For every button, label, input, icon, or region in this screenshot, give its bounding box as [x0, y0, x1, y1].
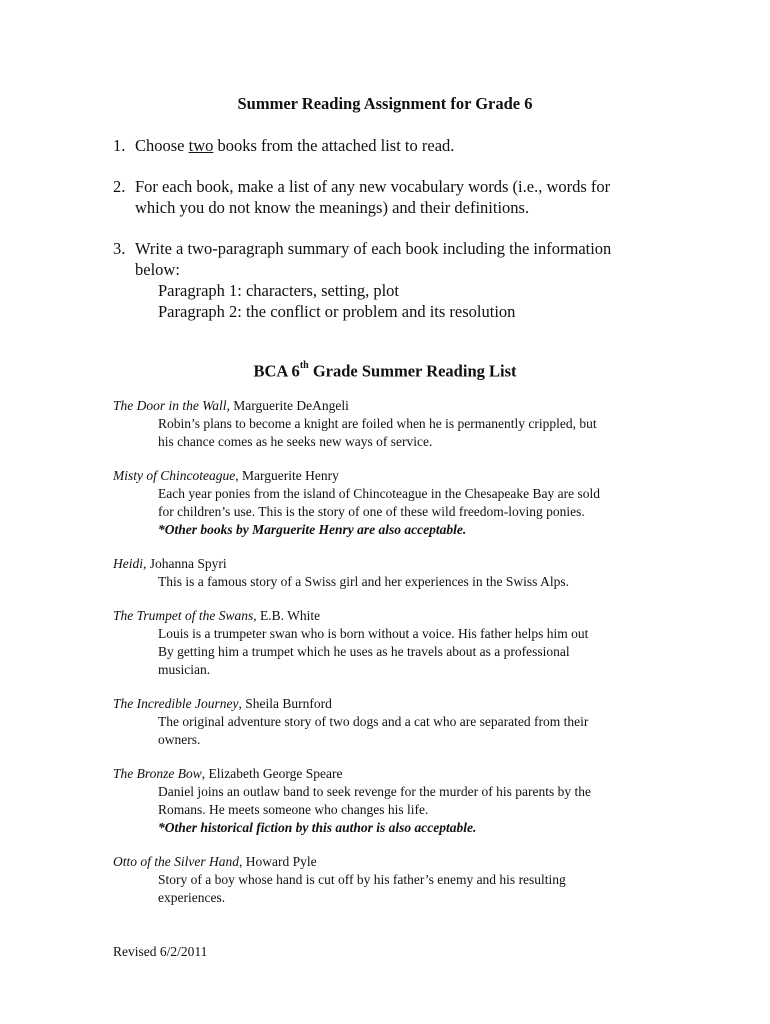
heading-superscript: th	[299, 360, 309, 371]
book-description-line: Robin’s plans to become a knight are foiled when he is permanently crippled, but	[158, 416, 597, 431]
book-author: , Marguerite DeAngeli	[226, 398, 349, 413]
book-note: *Other books by Marguerite Henry are also acceptable.	[158, 522, 467, 537]
book-description-line: for children’s use. This is the story of one of these wild freedom-loving ponies.	[158, 504, 585, 519]
book-title: The Bronze Bow	[113, 766, 202, 781]
book-heading	[113, 555, 673, 573]
book-description-line: By getting him a trumpet which he uses as he travels about as a professional	[158, 644, 570, 659]
book-author: Johanna Spyri	[146, 556, 227, 571]
page-title: Summer Reading Assignment for Grade 6	[237, 94, 533, 113]
book-note: *Other historical fiction by this author is also acceptable.	[158, 820, 477, 835]
book-entry	[113, 695, 673, 749]
instruction-item	[113, 135, 673, 156]
paragraph-2-instruction: Paragraph 2: the conflict or problem and its resolution	[158, 302, 516, 321]
instruction-number: 1.	[113, 136, 126, 155]
instruction-line: Write a two-paragraph summary of each book including the information	[135, 239, 612, 258]
paragraph-1-instruction: Paragraph 1: characters, setting, plot	[158, 281, 399, 300]
book-heading	[113, 467, 673, 485]
book-description-line: Daniel joins an outlaw band to seek revenge for the murder of his parents by the	[158, 784, 591, 799]
book-title: The Door in the Wall	[113, 398, 227, 413]
book-description-line: Romans. He meets someone who changes his life.	[158, 802, 429, 817]
book-author: , E.B. White	[253, 608, 321, 623]
book-description-line: owners.	[158, 732, 201, 747]
book-title: The Trumpet of the Swans	[113, 608, 254, 623]
book-description-line: Each year ponies from the island of Chincoteague in the Chesapeake Bay are sold	[158, 486, 600, 501]
book-entry	[113, 853, 673, 907]
instruction-text-pre: Choose	[135, 136, 189, 155]
book-heading	[113, 695, 673, 713]
book-description-line: musician.	[158, 662, 211, 677]
book-author: , Sheila Burnford	[238, 696, 332, 711]
instruction-text-post: books from the attached list to read.	[213, 136, 455, 155]
book-description-line: his chance comes as he seeks new ways of service.	[158, 434, 433, 449]
instruction-number: 3.	[113, 239, 126, 258]
book-author: , Howard Pyle	[238, 854, 317, 869]
book-title: Misty of Chincoteague	[113, 468, 236, 483]
book-description-line: This is a famous story of a Swiss girl and her experiences in the Swiss Alps.	[158, 574, 569, 589]
book-entry	[113, 765, 673, 837]
book-heading	[113, 765, 673, 783]
instruction-line: which you do not know the meanings) and their definitions.	[135, 198, 530, 217]
book-heading	[113, 607, 673, 625]
instruction-number: 2.	[113, 177, 126, 196]
book-entry	[113, 397, 673, 451]
book-title: The Incredible Journey	[113, 696, 239, 711]
book-entry	[113, 607, 673, 679]
book-description-line: experiences.	[158, 890, 226, 905]
book-author: , Elizabeth George Speare	[201, 766, 343, 781]
book-description-line: Louis is a trumpeter swan who is born without a voice. His father helps him out	[158, 626, 589, 641]
book-entry	[113, 555, 673, 591]
instructions-list	[113, 135, 673, 342]
book-title: Otto of the Silver Hand	[113, 854, 239, 869]
book-title: Heidi,	[113, 556, 147, 571]
book-heading	[113, 853, 673, 871]
instruction-line: For each book, make a list of any new vocabulary words (i.e., words for	[135, 177, 611, 196]
instruction-item	[113, 176, 673, 218]
book-heading	[113, 397, 673, 415]
underlined-word: two	[188, 136, 214, 155]
book-description-line: The original adventure story of two dogs and a cat who are separated from their	[158, 714, 589, 729]
revision-date: Revised 6/2/2011	[113, 944, 208, 959]
instruction-item	[113, 238, 673, 322]
book-author: , Marguerite Henry	[235, 468, 339, 483]
book-description-line: Story of a boy whose hand is cut off by his father’s enemy and his resulting	[158, 872, 566, 887]
reading-list	[113, 397, 673, 923]
instruction-line: below:	[135, 260, 180, 279]
book-entry	[113, 467, 673, 539]
heading-post: Grade Summer Reading List	[308, 361, 517, 381]
reading-list-heading	[0, 357, 770, 383]
heading-pre: BCA 6	[253, 361, 300, 381]
